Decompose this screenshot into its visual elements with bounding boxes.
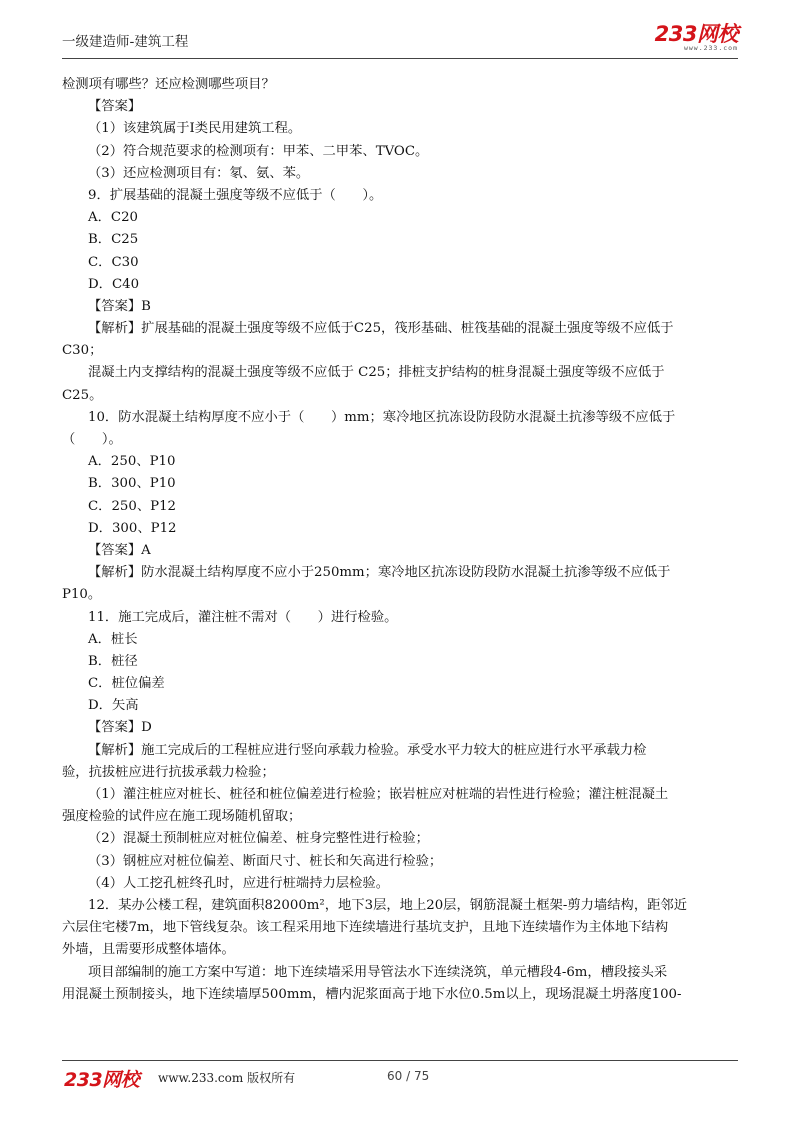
text-line: C．250、P12: [88, 498, 177, 514]
text-line: 10．防水混凝土结构厚度不应小于（ ）mm；寒冷地区抗冻设防段防水混凝土抗渗等级不应低于: [88, 409, 676, 425]
text-line: （2）混凝土预制桩应对桩位偏差、桩身完整性进行检验；: [88, 831, 429, 847]
text-line: B．桩径: [88, 653, 138, 669]
text-line: A．桩长: [88, 631, 138, 647]
text-line: （2）符合规范要求的检测项有：甲苯、二甲苯、TVOC。: [88, 143, 429, 159]
text-line: C30；: [62, 343, 103, 359]
text-line: 混凝土内支撑结构的混凝土强度等级不应低于 C25；排桩支护结构的桩身混凝土强度等级不应低于: [88, 365, 665, 381]
page-footer: [62, 1060, 738, 1090]
text-line: （4）人工挖孔桩终孔时，应进行桩端持力层检验。: [88, 875, 389, 891]
brand-logo-url: www.233.com: [683, 44, 738, 52]
text-line: 强度检验的试件应在施工现场随机留取；: [62, 809, 302, 825]
footer-divider: [62, 1060, 738, 1061]
text-line: A．C20: [88, 210, 138, 226]
text-line: 验，抗拔桩应进行抗拔承载力检验；: [62, 764, 275, 780]
text-line: P10。: [62, 587, 102, 603]
text-line: 【答案】: [88, 99, 142, 115]
text-line: （1）该建筑属于Ⅰ类民用建筑工程。: [88, 121, 302, 137]
text-line: 9．扩展基础的混凝土强度等级不应低于（ ）。: [88, 187, 383, 203]
footer-copyright: www.233.com 版权所有: [158, 1071, 296, 1085]
text-line: 用混凝土预制接头，地下连续墙厚500mm，槽内泥浆面高于地下水位0.5m以上，现场混凝土坍落度100-: [62, 986, 682, 1002]
document-body: [62, 74, 738, 1006]
text-line: 【答案】A: [88, 542, 151, 558]
text-line: 11．施工完成后，灌注桩不需对（ ）进行检验。: [88, 609, 398, 625]
text-line: 【解析】施工完成后的工程桩应进行竖向承载力检验。承受水平力较大的桩应进行水平承载力检: [88, 742, 647, 758]
text-line: 六层住宅楼7m，地下管线复杂。该工程采用地下连续墙进行基坑支护，且地下连续墙作为主体地下结构: [62, 920, 669, 936]
page-header: [62, 24, 738, 58]
text-line: B．C25: [88, 232, 139, 248]
text-line: C25。: [62, 387, 103, 403]
text-line: 【答案】D: [88, 720, 152, 736]
text-line: （3）还应检测项目有：氡、氨、苯。: [88, 165, 310, 181]
text-line: D．300、P12: [88, 520, 177, 536]
text-line: A．250、P10: [88, 454, 176, 470]
text-line: D．C40: [88, 276, 140, 292]
text-line: 【答案】B: [88, 298, 151, 314]
page-number: 60 / 75: [387, 1069, 430, 1083]
text-line: （ ）。: [62, 432, 122, 447]
text-line: （1）灌注桩应对桩长、桩径和桩位偏差进行检验；嵌岩桩应对桩端的岩性进行检验；灌注桩混凝土: [88, 787, 669, 802]
header-title: 一级建造师-建筑工程: [62, 34, 189, 50]
text-line: B．300、P10: [88, 476, 176, 492]
text-line: C．C30: [88, 254, 139, 270]
text-line: 外墙，且需要形成整体墙体。: [62, 942, 235, 958]
text-line: 12．某办公楼工程，建筑面积82000m²，地下3层，地上20层，钢筋混凝土框架-剪力墙结构，距邻近: [88, 897, 688, 913]
text-line: 检测项有哪些？还应检测哪些项目？: [62, 77, 275, 92]
text-line: D．矢高: [88, 698, 139, 714]
brand-logo: [655, 24, 738, 52]
header-divider: [62, 58, 738, 59]
text-line: 项目部编制的施工方案中写道：地下连续墙采用导管法水下连续浇筑，单元槽段4-6m，槽段接头采: [88, 964, 668, 980]
brand-logo-text: 233网校: [654, 22, 738, 46]
text-line: 【解析】扩展基础的混凝土强度等级不应低于C25，筏形基础、桩筏基础的混凝土强度等级不应低于: [88, 321, 674, 337]
text-line: C．桩位偏差: [88, 676, 165, 692]
text-line: 【解析】防水混凝土结构厚度不应小于250mm；寒冷地区抗冻设防段防水混凝土抗渗等级不应低于: [88, 565, 671, 581]
text-line: （3）钢桩应对桩位偏差、断面尺寸、桩长和矢高进行检验；: [88, 853, 443, 869]
footer-logo: 233网校: [64, 1069, 140, 1091]
